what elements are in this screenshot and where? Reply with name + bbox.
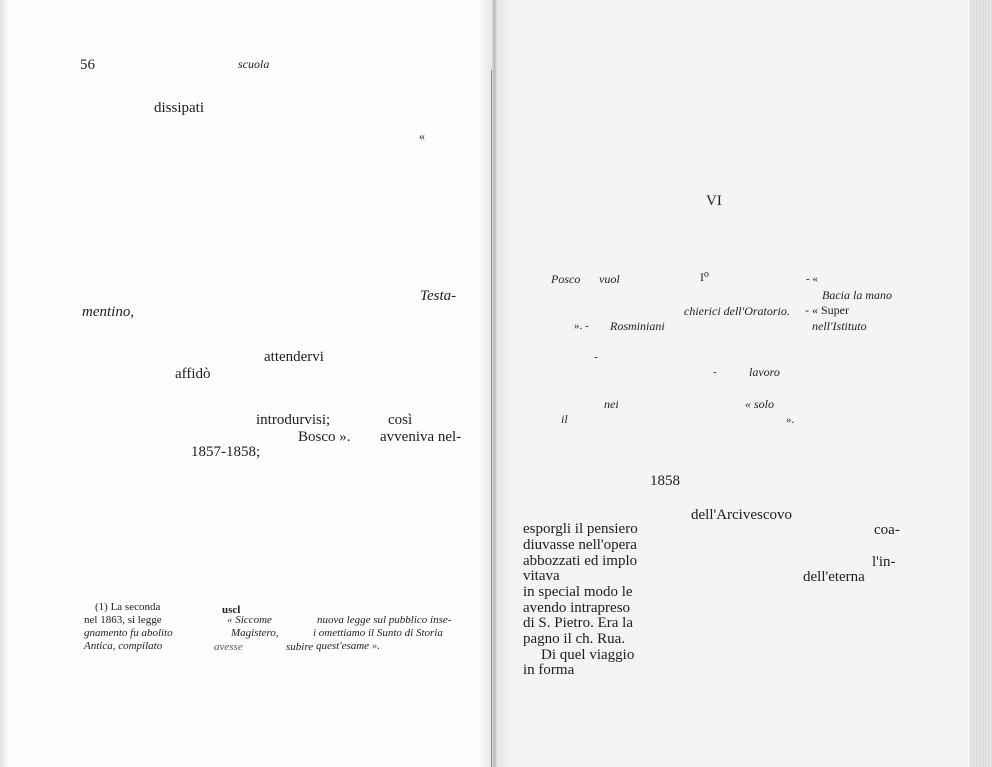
word-i0: I⁰ [700,270,709,284]
text-line-7: di S. Pietro. Era la [523,615,633,631]
footnote-line-2: nel 1863, si legge [84,614,162,626]
word-avveniva: avveniva nel- [380,429,462,445]
right-page-edge [970,0,992,767]
word-eterna: dell'eterna [803,569,865,585]
word-affido: affidò [175,366,211,382]
dash-2: - [713,366,717,378]
footnote-nuova-legge: nuova legge sul pubblico inse- [317,614,452,626]
word-cosi: così [388,412,413,428]
word-bosco: Bosco ». [298,429,351,445]
footnote-line-1: (1) La seconda [95,601,161,613]
footnote-omettiamo: i omettiamo il Sunto di Storia [313,627,443,639]
word-attendervi: attendervi [264,349,324,365]
page-number: 56 [80,57,95,73]
text-line-9: Di quel viaggio [541,647,635,663]
footnote-line-4: Antica, compilato [84,640,163,652]
dash-quote: - « [806,273,818,285]
text-line-6: avendo intrapreso [523,600,631,616]
text-line-8: pagno il ch. Rua. [523,631,626,647]
text-line-4: vitava [523,568,560,584]
word-dissipati: dissipati [154,100,205,116]
word-bacia: Bacia la mano [822,288,892,302]
close-quote: ». [786,414,795,426]
footnote-line-3: gnamento fu abolito [84,627,173,639]
text-line-2: diuvasse nell'opera [523,537,637,553]
chapter-numeral: VI [706,193,722,209]
word-mentino: mentino, [82,304,135,320]
word-coa: coa- [874,522,900,538]
word-l-in: l'in- [872,554,896,570]
footnote-uscl: uscl [222,604,241,616]
word-solo: « solo [745,397,775,411]
footnote-avesse: avesse [214,641,243,653]
running-head: scuola [238,57,270,71]
word-posco: Posco [551,272,581,286]
year-1858: 1858 [650,473,680,489]
text-line-5: in special modo le [523,584,633,600]
text-line-3: abbozzati ed implo [523,553,638,569]
footnote-quest-esame: quest'esame ». [316,640,381,652]
year-range: 1857-1858; [191,444,261,460]
dash-1: - [594,351,598,363]
dash-super: - « Super [805,303,849,317]
word-istituto: nell'Istituto [812,319,867,333]
word-lavoro: lavoro [749,365,780,379]
footnote-siccome: « Siccome [227,614,272,626]
book-gutter [478,0,510,767]
word-il: il [561,412,568,426]
text-line-10: in forma [523,662,575,678]
word-vuol: vuol [599,272,620,286]
left-page-edge [0,0,8,767]
word-chierici: chierici dell'Oratorio. [684,304,790,318]
word-nei: nei [604,397,619,411]
footnote-magistero: Magistero, [231,627,279,639]
close-dash: ». - [574,320,589,332]
word-testa: Testa- [420,288,457,304]
quote-mark: « [419,129,425,143]
gutter-fold-line [491,70,492,767]
left-page [0,0,492,767]
word-arcivescovo: dell'Arcivescovo [691,507,793,523]
word-introdurvisi: introdurvisi; [256,412,331,428]
word-rosminiani: Rosminiani [610,319,665,333]
text-line-1: esporgli il pensiero [523,521,638,537]
footnote-subire: subire [286,641,314,653]
